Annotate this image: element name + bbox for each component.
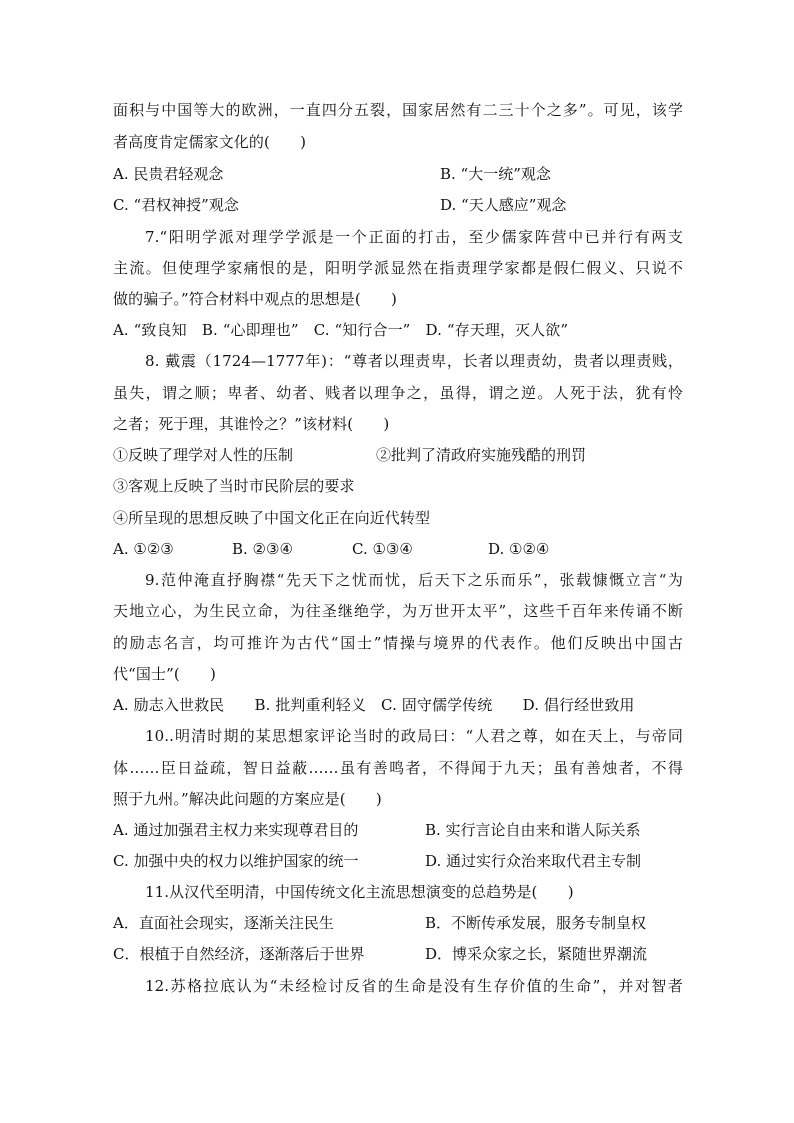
q7-options: A. “致良知 B. “心即理也” C. “知行合一” D. “存天理，灭人欲” xyxy=(113,321,569,339)
q11-option-d: D．博采众家之长，紧随世界潮流 xyxy=(425,945,648,963)
q10-option-b: B. 实行言论自由来和谐人际关系 xyxy=(425,821,641,839)
q8-option-d: D. ①②④ xyxy=(488,540,550,558)
q9-stem-line-4: 代“国士”( ) xyxy=(113,665,216,683)
q6-stem-line-2: 者高度肯定儒家文化的( ) xyxy=(113,133,307,151)
q6-stem-line-1: 面积与中国等大的欧洲，一直四分五裂，国家居然有二三十个之多”。可见，该学 xyxy=(113,101,683,119)
q11-stem: 11.从汉代至明清，中国传统文化主流思想演变的总趋势是( ) xyxy=(145,883,574,901)
q8-stem-line-1: 8. 戴震（1724—1777年)：“尊者以理责卑，长者以理责幼，贵者以理责贱， xyxy=(145,352,683,370)
q7-stem-line-3: 做的骗子。”符合材料中观点的思想是( ) xyxy=(113,290,397,308)
q9-stem-line-3: 的励志名言，均可推许为古代“国士”情操与境界的代表作。他们反映出中国古 xyxy=(113,634,683,652)
q10-stem-line-2: 体……臣日益疏，智日益蔽……虽有善鸣者，不得闻于九天；虽有善烛者，不得 xyxy=(113,759,683,777)
q9-options: A. 励志入世救民 B. 批判重利轻义 C. 固守儒学传统 D. 倡行经世致用 xyxy=(113,696,635,714)
q10-stem-line-1: 10..明清时期的某思想家评论当时的政局曰：“人君之尊，如在天上，与帝同 xyxy=(145,727,683,745)
q6-option-c: C. “君权神授”观念 xyxy=(113,196,239,214)
q9-stem-line-1: 9.范仲淹直抒胸襟“先天下之忧而忧，后天下之乐而乐”，张载慷慨立言“为 xyxy=(145,571,683,589)
q6-option-d: D. “天人感应”观念 xyxy=(440,196,567,214)
q9-stem-line-2: 天地立心，为生民立命，为往圣继绝学，为万世开太平”，这些千百年来传诵不断 xyxy=(113,602,683,620)
q7-stem-line-1: 7.“阳明学派对理学学派是一个正面的打击，至少儒家阵营中已并行有两支 xyxy=(145,228,683,246)
q8-statement-1: ①反映了理学对人性的压制 xyxy=(113,446,294,464)
q8-option-b: B. ②③④ xyxy=(232,540,293,558)
q11-option-c: C．根植于自然经济，逐渐落后于世界 xyxy=(113,945,365,963)
q11-option-b: B．不断传承发展，服务专制皇权 xyxy=(425,914,647,932)
q12-stem-line-1: 12.苏格拉底认为“未经检讨反省的生命是没有生存价值的生命”，并对智者 xyxy=(145,977,683,995)
q6-option-b: B. “大一统”观念 xyxy=(440,165,551,183)
q11-option-a: A．直面社会现实，逐渐关注民生 xyxy=(113,914,334,932)
q10-option-a: A. 通过加强君主权力来实现尊君目的 xyxy=(113,821,359,839)
q6-option-a: A. 民贵君轻观念 xyxy=(113,165,224,183)
q8-statement-3: ③客观上反映了当时市民阶层的要求 xyxy=(113,477,355,495)
q10-option-c: C. 加强中央的权力以维护国家的统一 xyxy=(113,852,359,870)
q8-stem-line-3: 之者；死于理，其谁怜之？”该材料( ) xyxy=(113,415,390,433)
q10-option-d: D. 通过实行众治来取代君主专制 xyxy=(425,852,642,870)
q7-stem-line-2: 主流。但使理学家痛恨的是，阳明学派显然在指责理学家都是假仁假义、只说不 xyxy=(113,259,683,277)
q8-option-a: A. ①②③ xyxy=(113,540,174,558)
q8-statement-2: ②批判了清政府实施残酷的刑罚 xyxy=(376,446,587,464)
q10-stem-line-3: 照于九州。”解决此问题的方案应是( ) xyxy=(113,790,382,808)
q8-stem-line-2: 虽失，谓之顺；卑者、幼者、贱者以理争之，虽得，谓之逆。人死于法，犹有怜 xyxy=(113,384,683,402)
q8-option-c: C. ①③④ xyxy=(352,540,413,558)
q8-statement-4: ④所呈现的思想反映了中国文化正在向近代转型 xyxy=(113,509,431,527)
